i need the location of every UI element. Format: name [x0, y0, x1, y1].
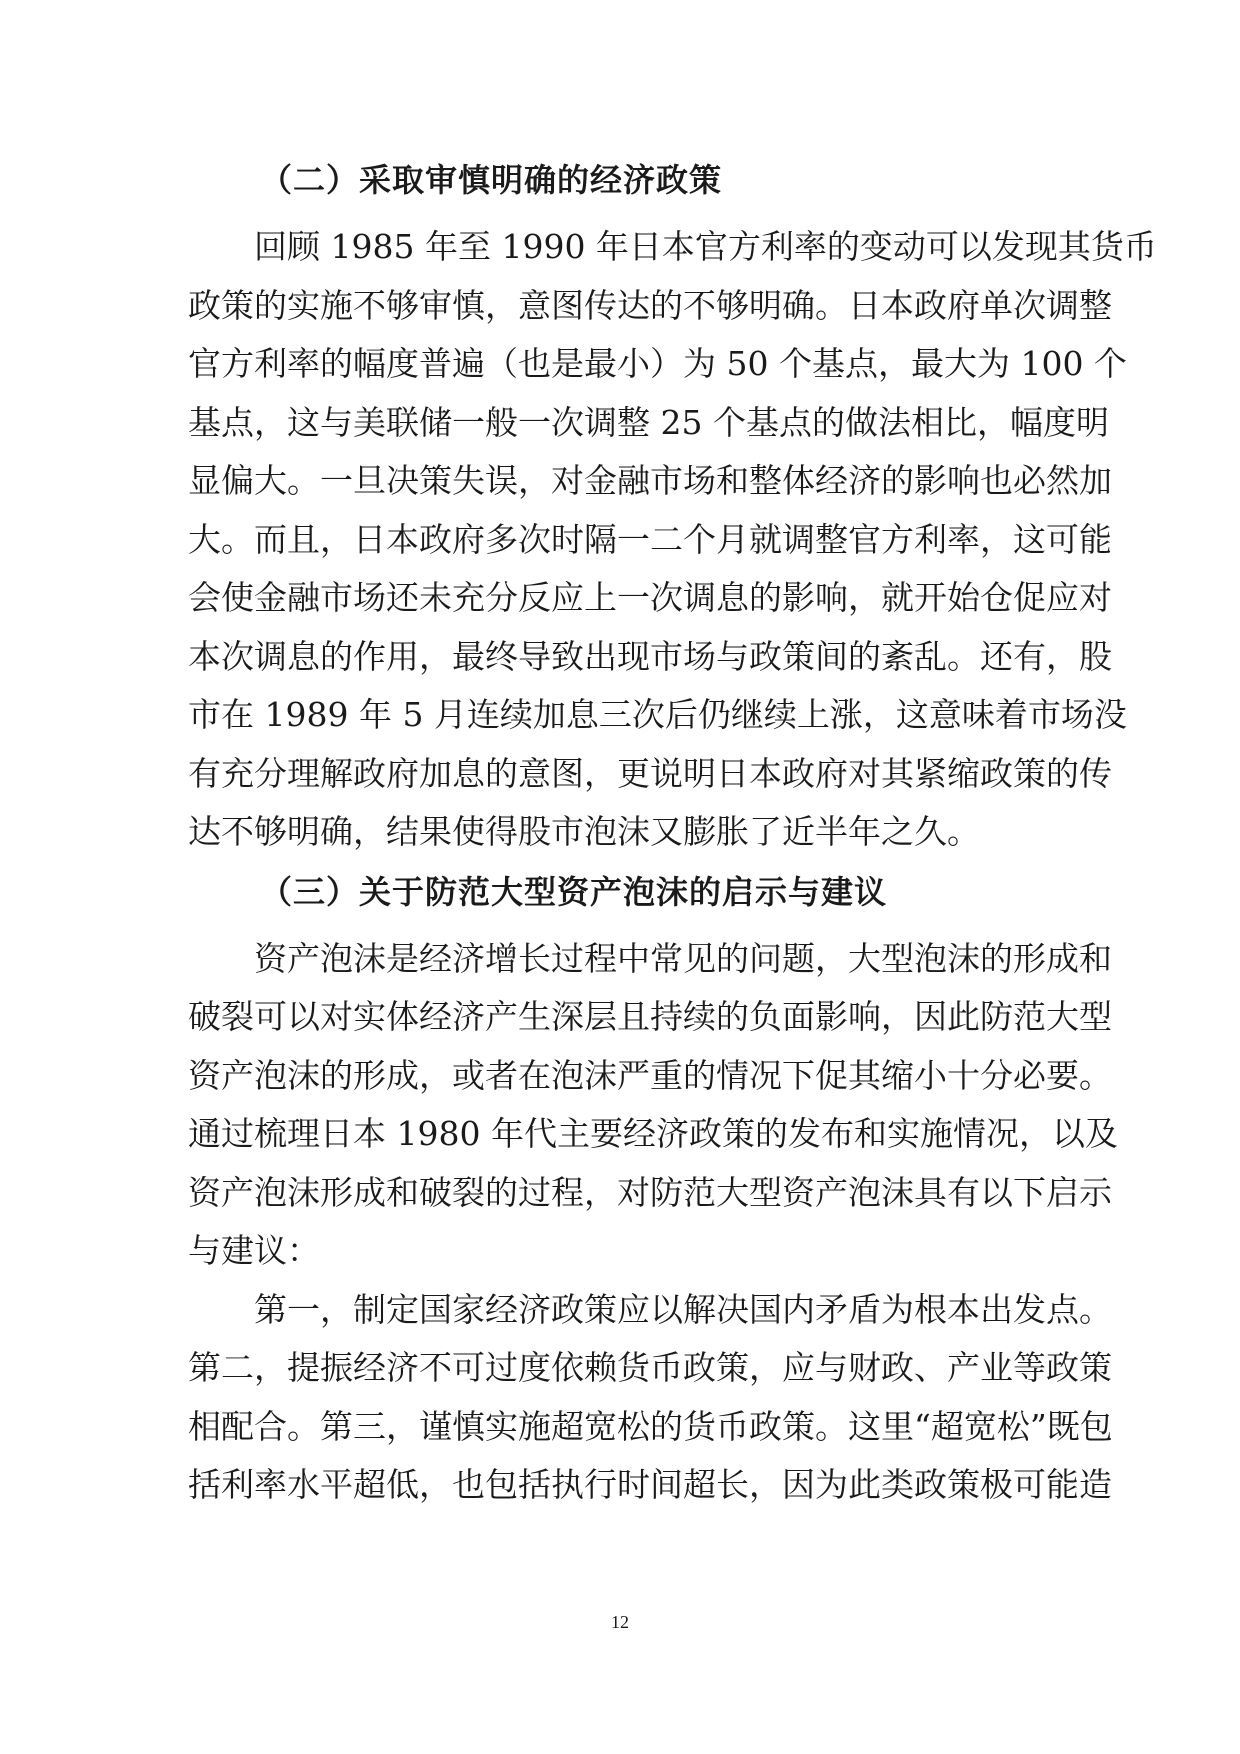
paragraph-recommendations — [188, 1281, 1113, 1515]
text-line: 回顾 1985 年至 1990 年日本官方利率的变动可以发现其货币 — [254, 227, 1157, 266]
text-line: 第一，制定国家经济政策应以解决国内矛盾为根本出发点。 — [254, 1289, 1112, 1329]
text-line: 相配合。第三，谨慎实施超宽松的货币政策。这里“超宽松”既包 — [188, 1406, 1113, 1446]
text-line: 破裂可以对实体经济产生深层且持续的负面影响，因此防范大型 — [188, 997, 1112, 1036]
text-line: 通过梳理日本 1980 年代主要经济政策的发布和实施情况，以及 — [188, 1114, 1118, 1153]
text-line: 资产泡沫形成和破裂的过程，对防范大型资产泡沫具有以下启示 — [188, 1172, 1112, 1212]
text-line: 资产泡沫的形成，或者在泡沫严重的情况下促其缩小十分必要。 — [188, 1055, 1112, 1095]
text-line: 会使金融市场还未充分反应上一次调息的影响，就开始仓促应对 — [188, 578, 1112, 617]
text-line: 括利率水平超低，也包括执行时间超长，因为此类政策极可能造 — [188, 1465, 1112, 1504]
paragraph-asset-bubble — [188, 930, 1118, 1281]
text-line: 政策的实施不够审慎，意图传达的不够明确。日本政府单次调整 — [188, 285, 1112, 325]
text-line: 基点，这与美联储一般一次调整 25 个基点的做法相比，幅度明 — [188, 402, 1109, 442]
text-line: 第二，提振经济不可过度依赖货币政策，应与财政、产业等政策 — [188, 1348, 1112, 1387]
text-line: 市在 1989 年 5 月连续加息三次后仍继续上涨，这意味着市场没 — [188, 695, 1127, 734]
section-heading-3: （三）关于防范大型资产泡沫的启示与建议 — [260, 872, 888, 911]
document-page — [188, 158, 1157, 1515]
section-heading-2: （二）采取审慎明确的经济政策 — [260, 161, 723, 199]
text-line: 达不够明确，结果使得股市泡沫又膨胀了近半年之久。 — [188, 812, 980, 851]
paragraph-monetary-policy — [188, 218, 1157, 862]
text-line: 有充分理解政府加息的意图，更说明日本政府对其紧缩政策的传 — [188, 753, 1112, 793]
text-line: 显偏大。一旦决策失误，对金融市场和整体经济的影响也必然加 — [188, 461, 1112, 500]
page-number: 12 — [611, 1612, 629, 1632]
text-line: 本次调息的作用，最终导致出现市场与政策间的紊乱。还有，股 — [188, 636, 1112, 676]
text-line: 与建议： — [188, 1231, 320, 1270]
text-line: 大。而且，日本政府多次时隔一二个月就调整官方利率，这可能 — [188, 519, 1112, 559]
text-line: 资产泡沫是经济增长过程中常见的问题，大型泡沫的形成和 — [254, 938, 1112, 978]
text-line: 官方利率的幅度普遍（也是最小）为 50 个基点，最大为 100 个 — [188, 344, 1127, 383]
